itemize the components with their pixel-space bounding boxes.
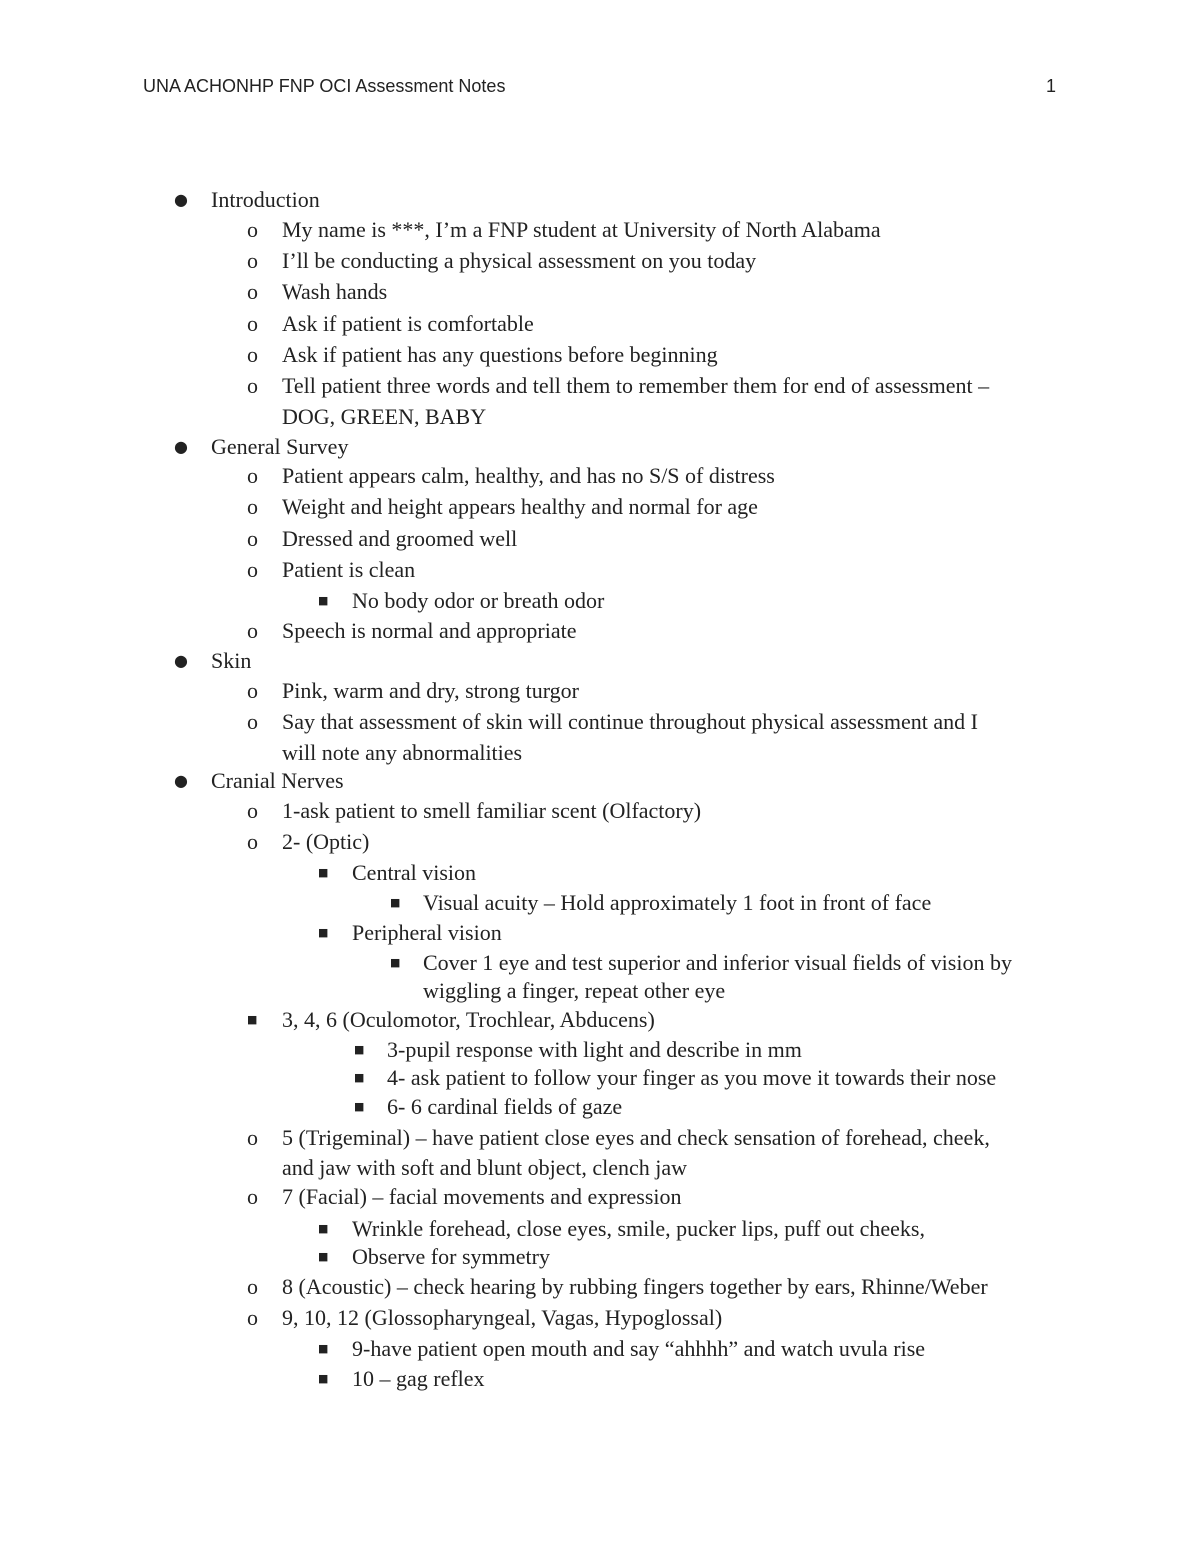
header-title: UNA ACHONHP FNP OCI Assessment Notes: [143, 76, 506, 96]
list-item: wiggling a finger, repeat other eye: [423, 978, 726, 1003]
bullet-marker: ■: [318, 594, 329, 607]
section-heading: General Survey: [211, 434, 349, 459]
page-number: 1: [1046, 76, 1057, 96]
list-item: I’ll be conducting a physical assessment on you today: [282, 248, 757, 273]
bullet-marker: o: [247, 1125, 258, 1150]
bullet-marker: ●: [174, 651, 188, 670]
list-item: Central vision: [352, 860, 477, 885]
bullet-marker: ■: [390, 956, 401, 969]
bullet-marker: ■: [318, 1342, 329, 1355]
list-item: 2- (Optic): [282, 829, 370, 854]
list-item: Cover 1 eye and test superior and inferior visual fields of vision by: [423, 950, 1012, 975]
list-item: Visual acuity – Hold approximately 1 foot in front of face: [423, 890, 932, 915]
bullet-marker: ■: [318, 1372, 329, 1385]
list-item: Wash hands: [282, 279, 388, 304]
list-item: 9, 10, 12 (Glossopharyngeal, Vagas, Hypoglossal): [282, 1305, 723, 1330]
bullet-marker: ■: [318, 866, 329, 879]
list-item: Pink, warm and dry, strong turgor: [282, 678, 579, 703]
bullet-marker: ●: [174, 437, 188, 456]
bullet-marker: o: [247, 798, 258, 823]
bullet-marker: ■: [318, 1222, 329, 1235]
list-item: Weight and height appears healthy and normal for age: [282, 494, 758, 519]
list-item: Speech is normal and appropriate: [282, 618, 577, 643]
list-item: 6- 6 cardinal fields of gaze: [387, 1094, 623, 1119]
bullet-marker: ●: [174, 190, 188, 209]
list-item: will note any abnormalities: [282, 740, 523, 765]
list-item: Tell patient three words and tell them to remember them for end of assessment –: [282, 373, 990, 398]
bullet-marker: ■: [318, 1250, 329, 1263]
section-heading: Introduction: [211, 187, 320, 212]
bullet-marker: o: [247, 279, 258, 304]
section-heading: Cranial Nerves: [211, 768, 344, 793]
list-item: 1-ask patient to smell familiar scent (Olfactory): [282, 798, 702, 823]
list-item: 4- ask patient to follow your finger as you move it towards their nose: [387, 1065, 997, 1090]
list-item: My name is ***, I’m a FNP student at University of North Alabama: [282, 217, 881, 242]
bullet-marker: ■: [354, 1100, 365, 1113]
list-item: Say that assessment of skin will continue throughout physical assessment and I: [282, 709, 978, 734]
list-item: and jaw with soft and blunt object, clench jaw: [282, 1155, 688, 1180]
bullet-marker: o: [247, 1184, 258, 1209]
bullet-marker: o: [247, 709, 258, 734]
list-item: 5 (Trigeminal) – have patient close eyes and check sensation of forehead, cheek,: [282, 1125, 990, 1150]
bullet-marker: o: [247, 217, 258, 242]
bullet-marker: o: [247, 557, 258, 582]
list-item: Ask if patient is comfortable: [282, 311, 534, 336]
list-item: 7 (Facial) – facial movements and expression: [282, 1184, 682, 1209]
bullet-marker: ■: [390, 896, 401, 909]
bullet-marker: ■: [354, 1071, 365, 1084]
bullet-marker: o: [247, 829, 258, 854]
list-item: Wrinkle forehead, close eyes, smile, pucker lips, puff out cheeks,: [352, 1216, 925, 1241]
list-item: Peripheral vision: [352, 920, 502, 945]
bullet-marker: ■: [318, 926, 329, 939]
list-item: Ask if patient has any questions before beginning: [282, 342, 718, 367]
bullet-marker: o: [247, 678, 258, 703]
section-heading: Skin: [211, 648, 252, 673]
list-item: 3, 4, 6 (Oculomotor, Trochlear, Abducens): [282, 1007, 655, 1032]
bullet-marker: o: [247, 618, 258, 643]
list-item: Dressed and groomed well: [282, 526, 518, 551]
bullet-marker: o: [247, 526, 258, 551]
bullet-marker: o: [247, 311, 258, 336]
bullet-marker: o: [247, 1274, 258, 1299]
list-item: 8 (Acoustic) – check hearing by rubbing fingers together by ears, Rhinne/Weber: [282, 1274, 988, 1299]
bullet-marker: ■: [247, 1013, 258, 1026]
bullet-marker: o: [247, 463, 258, 488]
list-item: DOG, GREEN, BABY: [282, 404, 487, 429]
bullet-marker: o: [247, 342, 258, 367]
list-item: No body odor or breath odor: [352, 588, 605, 613]
bullet-marker: o: [247, 248, 258, 273]
list-item: 3-pupil response with light and describe in mm: [387, 1037, 802, 1062]
bullet-marker: o: [247, 494, 258, 519]
bullet-marker: ●: [174, 771, 188, 790]
bullet-marker: o: [247, 1305, 258, 1330]
list-item: Observe for symmetry: [352, 1244, 550, 1269]
list-item: Patient is clean: [282, 557, 416, 582]
bullet-marker: ■: [354, 1043, 365, 1056]
bullet-marker: o: [247, 373, 258, 398]
list-item: 10 – gag reflex: [352, 1366, 485, 1391]
list-item: 9-have patient open mouth and say “ahhhh” and watch uvula rise: [352, 1336, 926, 1361]
list-item: Patient appears calm, healthy, and has no S/S of distress: [282, 463, 775, 488]
